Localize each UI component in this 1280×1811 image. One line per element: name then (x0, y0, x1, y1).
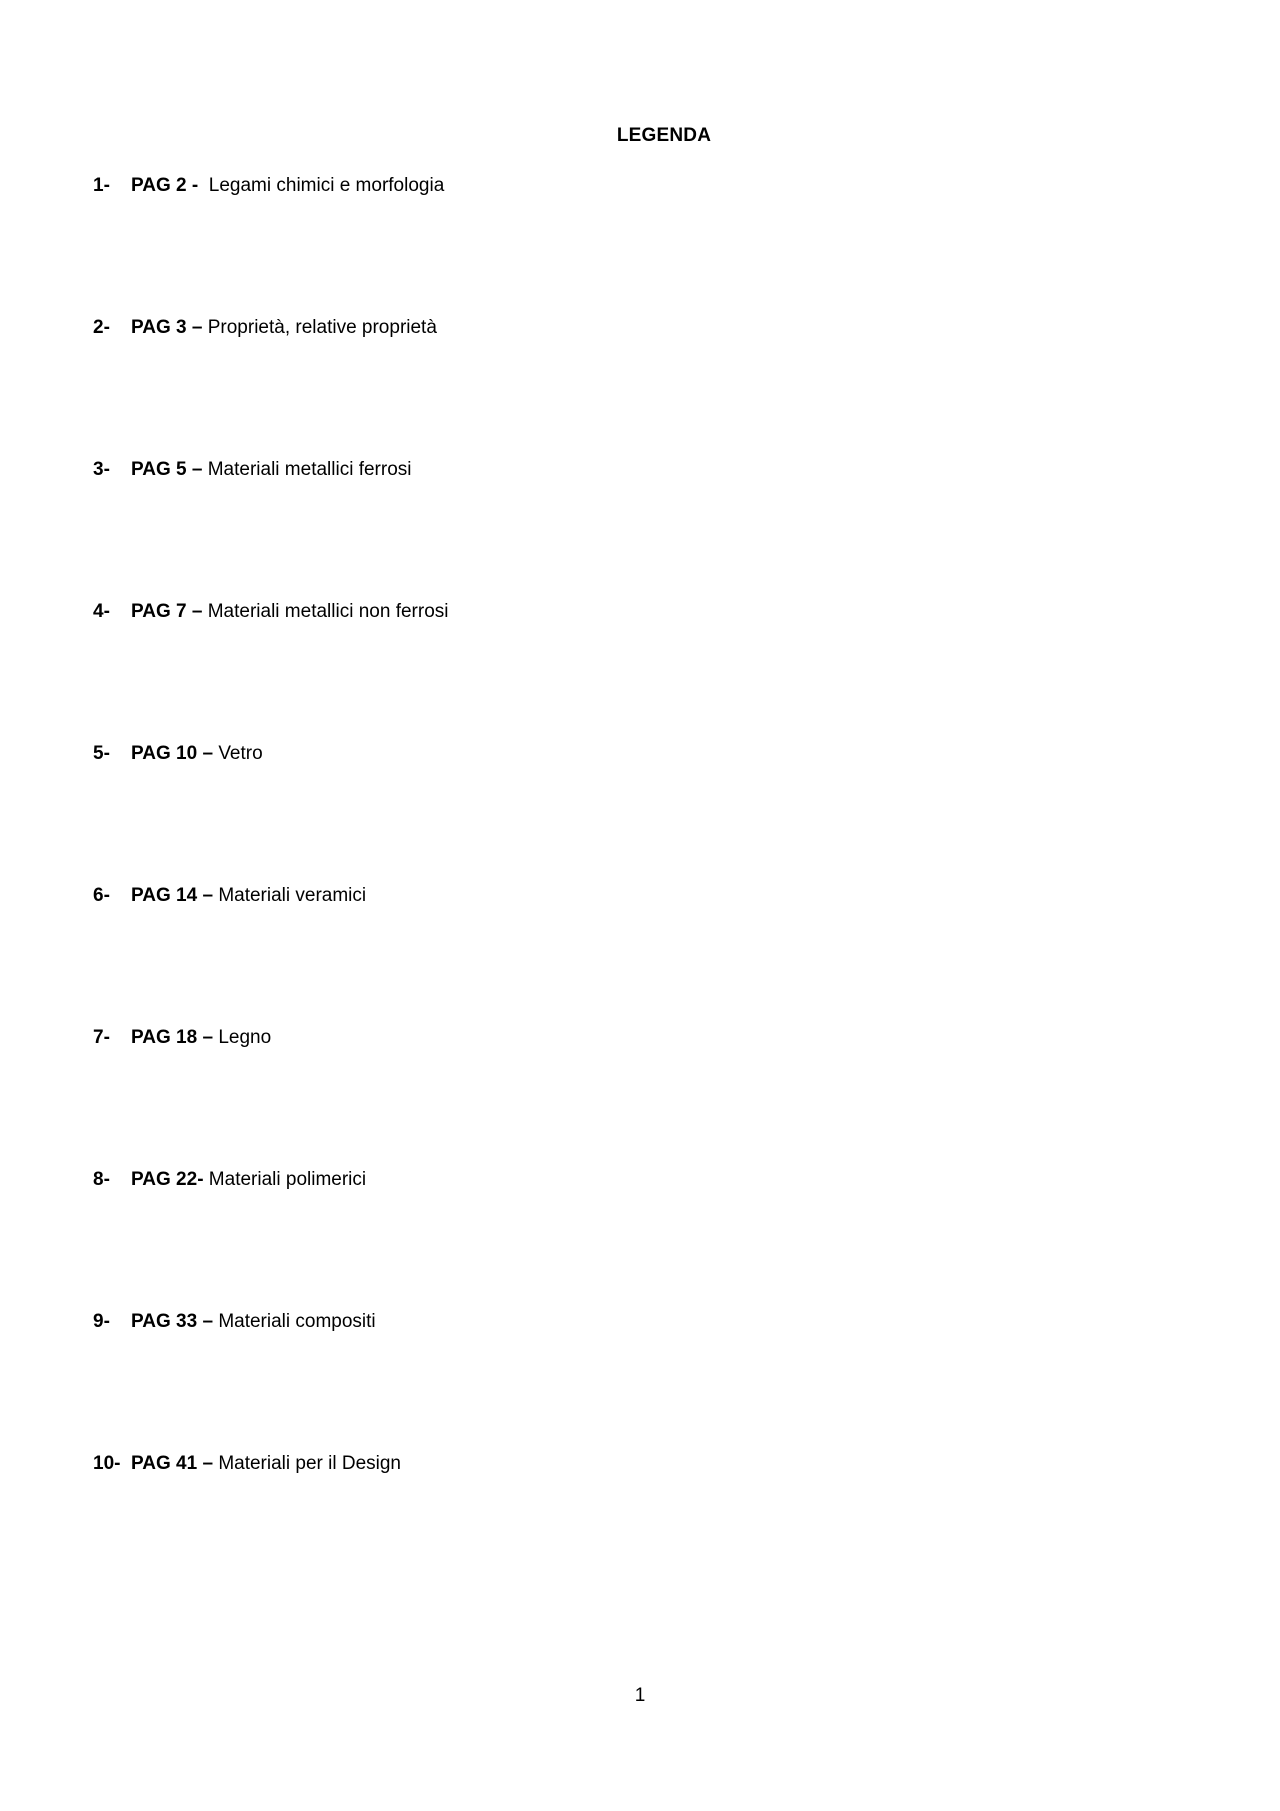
toc-item (93, 174, 448, 316)
toc-item (93, 1310, 448, 1452)
toc-item-page: PAG 2 (131, 175, 187, 196)
toc-item-page: PAG 22 (131, 1169, 198, 1190)
toc-item-text: Materiali compositi (218, 1311, 376, 1332)
toc-item-page: PAG 41 (131, 1453, 198, 1474)
toc-item (93, 316, 448, 458)
toc-list (93, 174, 448, 1594)
toc-item-separator: – (197, 743, 219, 764)
toc-item-separator: – (197, 1311, 219, 1332)
toc-item (93, 884, 448, 1026)
toc-item-text: Materiali metallici non ferrosi (207, 601, 449, 622)
toc-item (93, 1168, 448, 1310)
toc-item-text: Materiali per il Design (218, 1453, 401, 1474)
toc-item-separator: – (186, 459, 208, 480)
toc-item-number: 5- (93, 743, 110, 764)
toc-item-text: Materiali polimerici (208, 1169, 367, 1190)
toc-item-number: 6- (93, 885, 110, 906)
toc-item (93, 458, 448, 600)
toc-item-separator: – (186, 601, 208, 622)
toc-item-number: 3- (93, 459, 110, 480)
toc-item-page: PAG 3 (131, 317, 187, 338)
toc-item-page: PAG 5 (131, 459, 187, 480)
toc-item-number: 1- (93, 175, 110, 196)
toc-item-page: PAG 18 (131, 1027, 198, 1048)
toc-item-number: 8- (93, 1169, 110, 1190)
toc-item-page: PAG 14 (131, 885, 198, 906)
toc-item (93, 1026, 448, 1168)
toc-item-text: Legami chimici e morfologia (203, 175, 445, 196)
toc-item-number: 10- (93, 1453, 121, 1474)
toc-item-text: Vetro (218, 743, 263, 764)
toc-item-number: 2- (93, 317, 110, 338)
toc-item-separator: - (197, 1169, 209, 1190)
toc-item-separator: – (197, 1453, 219, 1474)
toc-item-text: Proprietà, relative proprietà (207, 317, 437, 338)
toc-item-number: 9- (93, 1311, 110, 1332)
toc-item (93, 1452, 448, 1594)
page-title: LEGENDA (616, 125, 712, 146)
toc-item-number: 7- (93, 1027, 110, 1048)
toc-item-page: PAG 10 (131, 743, 198, 764)
toc-item-text: Materiali metallici ferrosi (207, 459, 412, 480)
toc-item-number: 4- (93, 601, 110, 622)
toc-item-page: PAG 33 (131, 1311, 198, 1332)
page-number: 1 (634, 1685, 646, 1706)
toc-item-text: Legno (218, 1027, 272, 1048)
toc-item-separator: – (186, 317, 208, 338)
toc-item-text: Materiali veramici (218, 885, 367, 906)
toc-item (93, 600, 448, 742)
toc-item-separator: – (197, 1027, 219, 1048)
toc-item-page: PAG 7 (131, 601, 187, 622)
toc-item-separator: – (197, 885, 219, 906)
toc-item-separator: - (186, 175, 204, 196)
toc-item (93, 742, 448, 884)
